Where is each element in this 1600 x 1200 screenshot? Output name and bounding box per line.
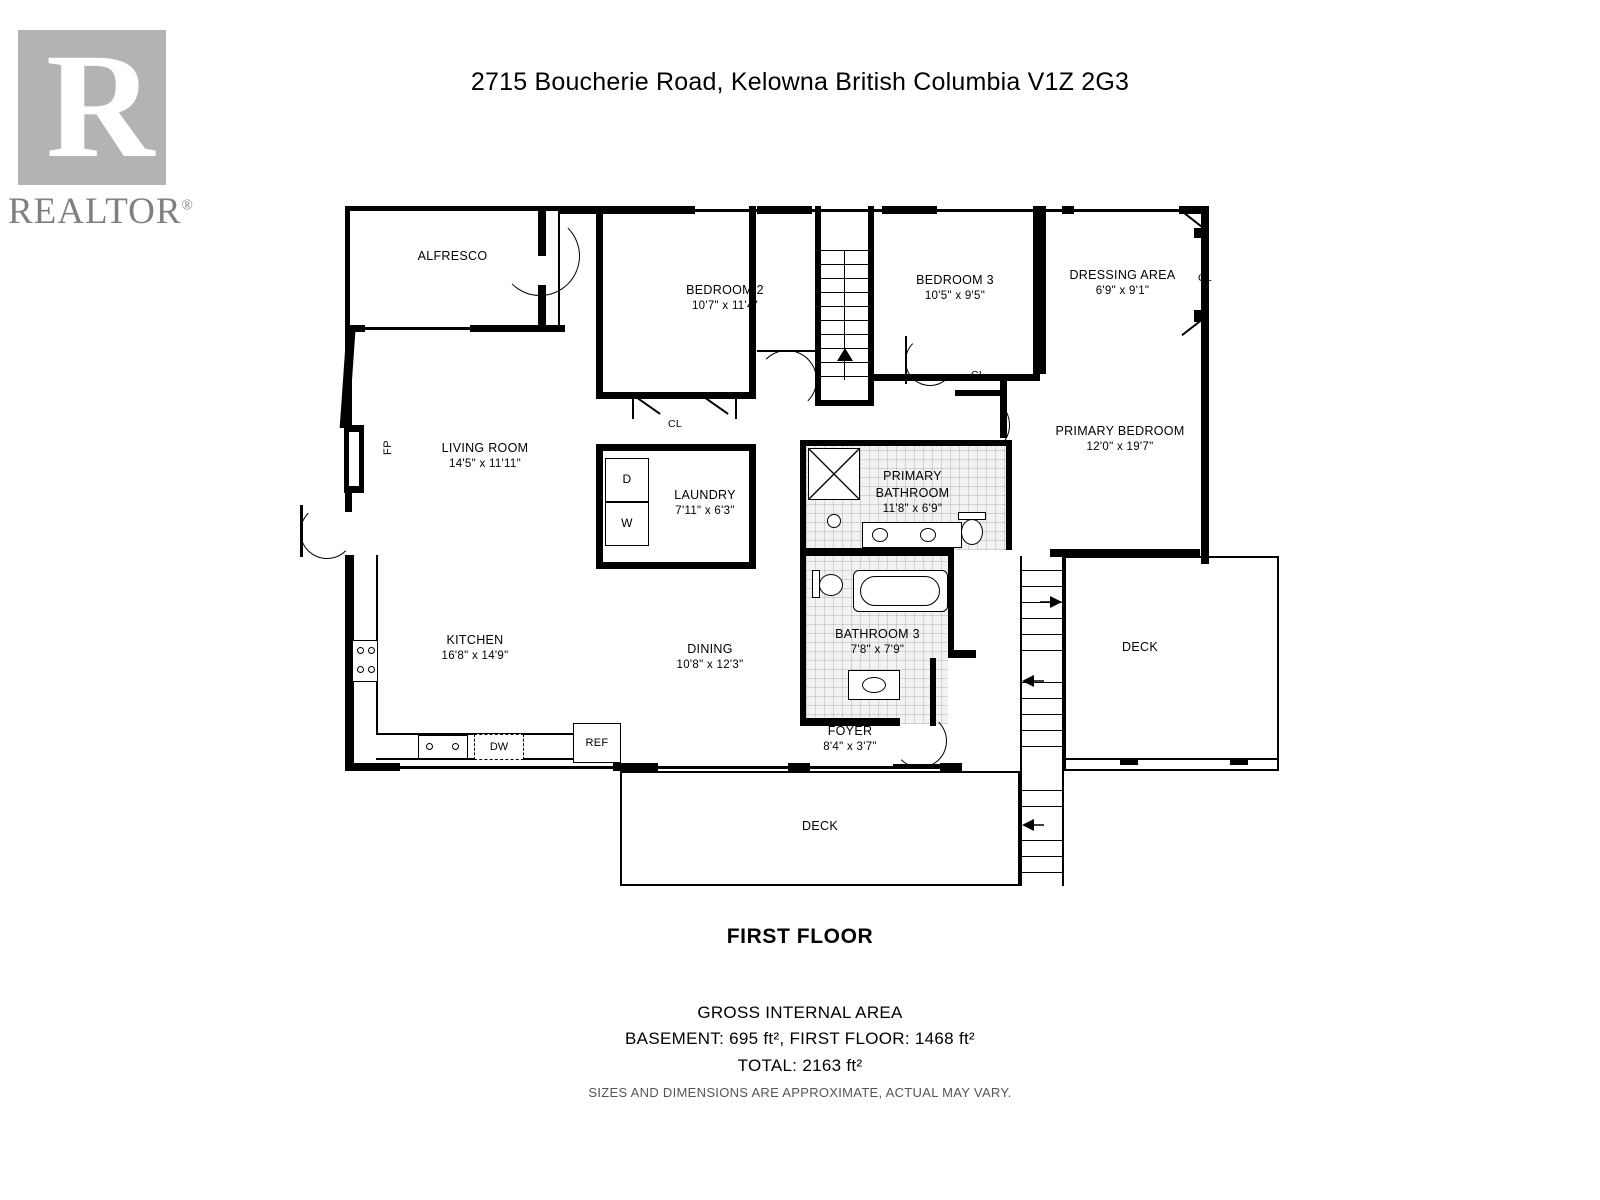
room-label-kitchen: KITCHEN 16'8" x 14'9" — [441, 633, 509, 662]
room-label-primary-bedroom: PRIMARY BEDROOM 12'0" x 19'7" — [1055, 424, 1185, 453]
shower-cross-icon — [808, 448, 860, 500]
room-label-living-room: LIVING ROOM 14'5" x 11'11" — [441, 441, 529, 470]
primary-bath-wall-right — [1006, 440, 1012, 550]
ext-stair-tread-15 — [1021, 856, 1062, 857]
realtor-logo-word-text: REALTOR — [8, 191, 182, 232]
laundry-wall-left — [596, 451, 603, 569]
room-label-foyer: FOYER 8'4" x 3'7" — [823, 724, 877, 753]
window-bottom-2 — [658, 766, 788, 769]
ext-stair-tread-12 — [1021, 790, 1062, 791]
exterior-wall-top-3 — [882, 206, 937, 214]
dressing-wall-right-lower — [1194, 310, 1202, 322]
ext-stair-rail-left — [1020, 556, 1022, 886]
closet-label-1: CL — [667, 418, 683, 430]
primary-bath-wall-bottom — [800, 548, 954, 556]
bedroom3-wall-right — [1033, 206, 1040, 381]
realtor-logo-letter: R — [46, 23, 155, 189]
dishwasher-icon — [474, 734, 524, 760]
ext-stair-tread-10 — [1021, 730, 1062, 731]
area-breakdown: BASEMENT: 695 ft², FIRST FLOOR: 1468 ft² — [625, 1029, 975, 1049]
foyer-door-leaf — [893, 764, 945, 766]
exterior-wall-bottom-2 — [613, 763, 658, 771]
room-label-dressing-area: DRESSING AREA 6'9" x 9'1" — [1069, 268, 1176, 297]
alfresco-wall-left — [345, 206, 350, 332]
exterior-wall-top-1 — [635, 206, 695, 214]
window-bottom-1 — [400, 766, 615, 769]
page-title: 2715 Boucherie Road, Kelowna British Columbia V1Z 2G3 — [470, 68, 1130, 96]
exterior-wall-top-4 — [1062, 206, 1074, 214]
stairs-wall-bottom — [815, 400, 874, 406]
room-label-bedroom-3: BEDROOM 3 10'5" x 9'5" — [916, 273, 994, 302]
room-label-bathroom-3: BATHROOM 3 7'8" x 7'9" — [835, 627, 920, 656]
exterior-wall-left-lower — [345, 555, 352, 770]
exterior-wall-left-mid — [345, 490, 352, 512]
registered-mark-icon: ® — [181, 197, 194, 214]
primary-bedroom-window — [1098, 552, 1153, 555]
fireplace-label: FP — [382, 439, 394, 455]
closet-label-3: CL — [1197, 272, 1213, 284]
area-total: TOTAL: 2163 ft² — [737, 1055, 863, 1075]
ext-stair-tread-8 — [1021, 698, 1062, 699]
dryer-label: D — [622, 472, 632, 486]
bath3-wall-right-upper — [948, 556, 954, 656]
room-label-deck-right: DECK — [1122, 640, 1158, 654]
ext-stair-tread-5 — [1021, 634, 1062, 635]
fireplace-inner — [349, 432, 359, 486]
entry-door-swing-icon — [300, 505, 354, 559]
alfresco-wall-bottom-right — [470, 325, 565, 332]
bedroom3-door-swing-icon — [905, 336, 955, 386]
alfresco-wall-top — [345, 206, 563, 211]
bathtub-inner — [860, 576, 940, 606]
ext-stair-rail-right — [1062, 556, 1064, 886]
room-label-deck-bottom: DECK — [802, 819, 838, 833]
cooktop-icon — [352, 640, 378, 682]
closet1-door-right — [735, 393, 737, 419]
ext-stair-tread-13 — [1021, 806, 1062, 807]
dressing-wall-right-upper — [1194, 228, 1202, 238]
gross-internal-area-block — [0, 1000, 1600, 1079]
area-title: GROSS INTERNAL AREA — [697, 1003, 903, 1022]
bedroom2-wall-left — [596, 206, 603, 396]
ext-stair-tread-9 — [1021, 714, 1062, 715]
window-top-4 — [1074, 209, 1179, 212]
exterior-wall-bottom-3 — [788, 763, 810, 771]
foyer-door-swing-icon — [893, 714, 947, 768]
room-label-primary-bathroom: PRIMARY BATHROOM 11'8" x 6'9" — [875, 469, 950, 515]
refrigerator-label: REF — [585, 737, 609, 749]
room-label-laundry: LAUNDRY 7'11" x 6'3" — [674, 488, 736, 517]
deck-right-post-1 — [1120, 758, 1138, 765]
entry-door-leaf — [300, 505, 303, 557]
closet-label-2: CL — [970, 369, 986, 381]
kitchen-sink-drain-2 — [452, 743, 459, 750]
exterior-wall-bottom-left — [345, 763, 400, 771]
bath3-wall-bottom-stub — [948, 650, 976, 658]
stair-up-arrow-icon — [836, 348, 854, 370]
deck-right-post-2 — [1230, 758, 1248, 765]
bedroom2-door-leaf — [757, 350, 815, 352]
cooktop-burner-2 — [368, 647, 375, 654]
ext-stair-arrow-1-icon — [1040, 595, 1062, 609]
bath3-toilet-bowl-icon — [819, 574, 843, 596]
bedroom2-wall-bottom — [596, 392, 756, 399]
exterior-wall-top-2 — [757, 206, 812, 214]
room-label-alfresco: ALFRESCO — [417, 249, 488, 263]
ext-stair-tread-1 — [1021, 570, 1062, 571]
bath3-vanity-sink — [862, 677, 886, 693]
cooktop-burner-3 — [357, 666, 364, 673]
deck-right-outline — [1064, 556, 1279, 771]
refrigerator-icon — [573, 723, 621, 763]
ext-stair-tread-16 — [1021, 872, 1062, 873]
ext-stair-arrow-2-icon — [1022, 674, 1044, 688]
exterior-wall-angled — [340, 332, 356, 428]
room-label-dining: DINING 10'8" x 12'3" — [676, 642, 744, 671]
primary-toilet-bowl-icon — [961, 519, 983, 545]
ext-stair-tread-6 — [1021, 650, 1062, 651]
disclaimer-text: SIZES AND DIMENSIONS ARE APPROXIMATE, ACTUAL MAY VARY. — [588, 1085, 1012, 1100]
ext-stair-tread-14 — [1021, 840, 1062, 841]
kitchen-sink-drain-1 — [426, 743, 433, 750]
ext-stair-tread-11 — [1021, 746, 1062, 747]
closet1-wall-bottom — [596, 444, 756, 451]
exterior-wall-right-upper — [1201, 206, 1209, 556]
cooktop-burner-1 — [357, 647, 364, 654]
floor-caption: FIRST FLOOR — [726, 925, 874, 948]
ext-stair-arrow-3-icon — [1022, 818, 1044, 832]
shower-drain-icon — [827, 514, 841, 528]
alfresco-window-bottom — [365, 327, 470, 330]
ext-stair-tread-4 — [1021, 618, 1062, 619]
primary-vanity-sink-2 — [920, 528, 936, 542]
room-label-bedroom-2: BEDROOM 2 10'7" x 11'4" — [686, 283, 764, 312]
laundry-wall-bottom — [596, 562, 756, 569]
bedroom3-door-leaf — [905, 336, 907, 384]
dishwasher-label: DW — [489, 741, 509, 753]
primary-vanity-sink-1 — [872, 528, 888, 542]
washer-label: W — [621, 516, 633, 530]
bedroom2-door-swing-icon — [757, 350, 817, 410]
cooktop-burner-4 — [368, 666, 375, 673]
window-top-1 — [695, 209, 757, 212]
ext-stair-tread-2 — [1021, 586, 1062, 587]
